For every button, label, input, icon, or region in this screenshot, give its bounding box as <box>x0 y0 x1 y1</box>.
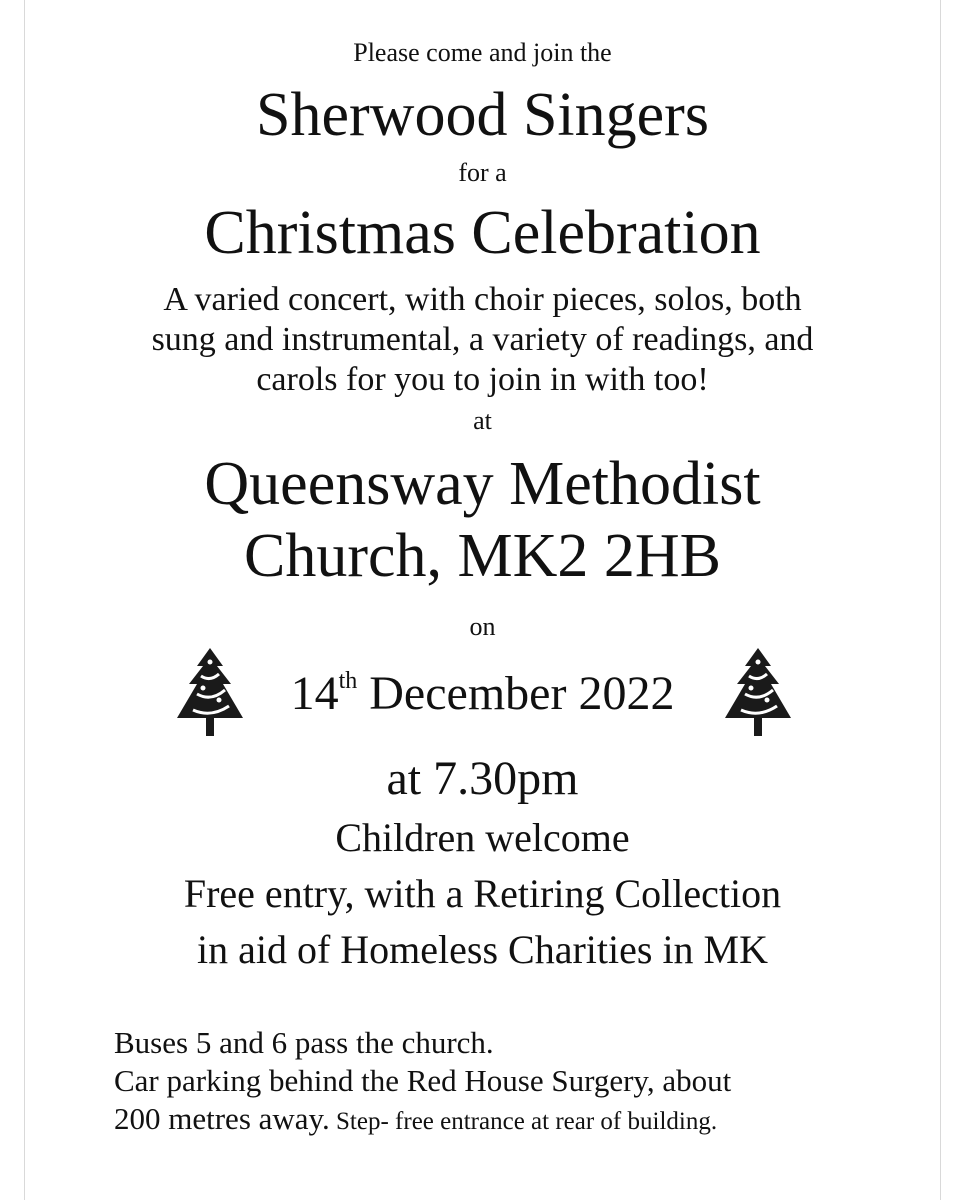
christmas-tree-icon <box>723 646 793 738</box>
intro-text: Please come and join the <box>353 38 612 67</box>
distance-text: 200 metres away. <box>114 1101 330 1136</box>
date-rest: December 2022 <box>357 667 675 720</box>
event-date <box>25 662 940 726</box>
parking-text: Car parking behind the Red House Surgery, about <box>114 1063 732 1098</box>
children-note: Children welcome <box>335 815 630 860</box>
venue <box>25 448 940 592</box>
event-description <box>25 280 940 400</box>
on-text: on <box>469 612 496 641</box>
description-line: carols for you to join in with too! <box>256 361 709 398</box>
description-line: A varied concert, with choir pieces, solos, both <box>163 281 802 318</box>
buses-text: Buses 5 and 6 pass the church. <box>114 1025 494 1060</box>
entry-line: Free entry, with a Retiring Collection <box>183 871 782 916</box>
entry-line: in aid of Homeless Charities in MK <box>196 927 769 972</box>
venue-line: Queensway Methodist <box>204 450 761 518</box>
poster <box>24 0 941 1200</box>
travel-info <box>114 1024 731 1141</box>
for-a-text: for a <box>458 158 507 187</box>
date-day: 14 <box>290 667 339 720</box>
entry-note <box>25 866 940 978</box>
description-line: sung and instrumental, a variety of readings, and <box>151 321 814 358</box>
distance-line <box>114 1100 731 1141</box>
event-title: Christmas Celebration <box>204 199 761 267</box>
choir-name: Sherwood Singers <box>256 81 709 149</box>
event-time: at 7.30pm <box>386 752 579 805</box>
at-text: at <box>473 406 492 435</box>
access-text: Step- free entrance at rear of building. <box>329 1108 718 1135</box>
venue-line: Church, MK2 2HB <box>243 522 722 590</box>
date-suffix: th <box>338 668 358 694</box>
